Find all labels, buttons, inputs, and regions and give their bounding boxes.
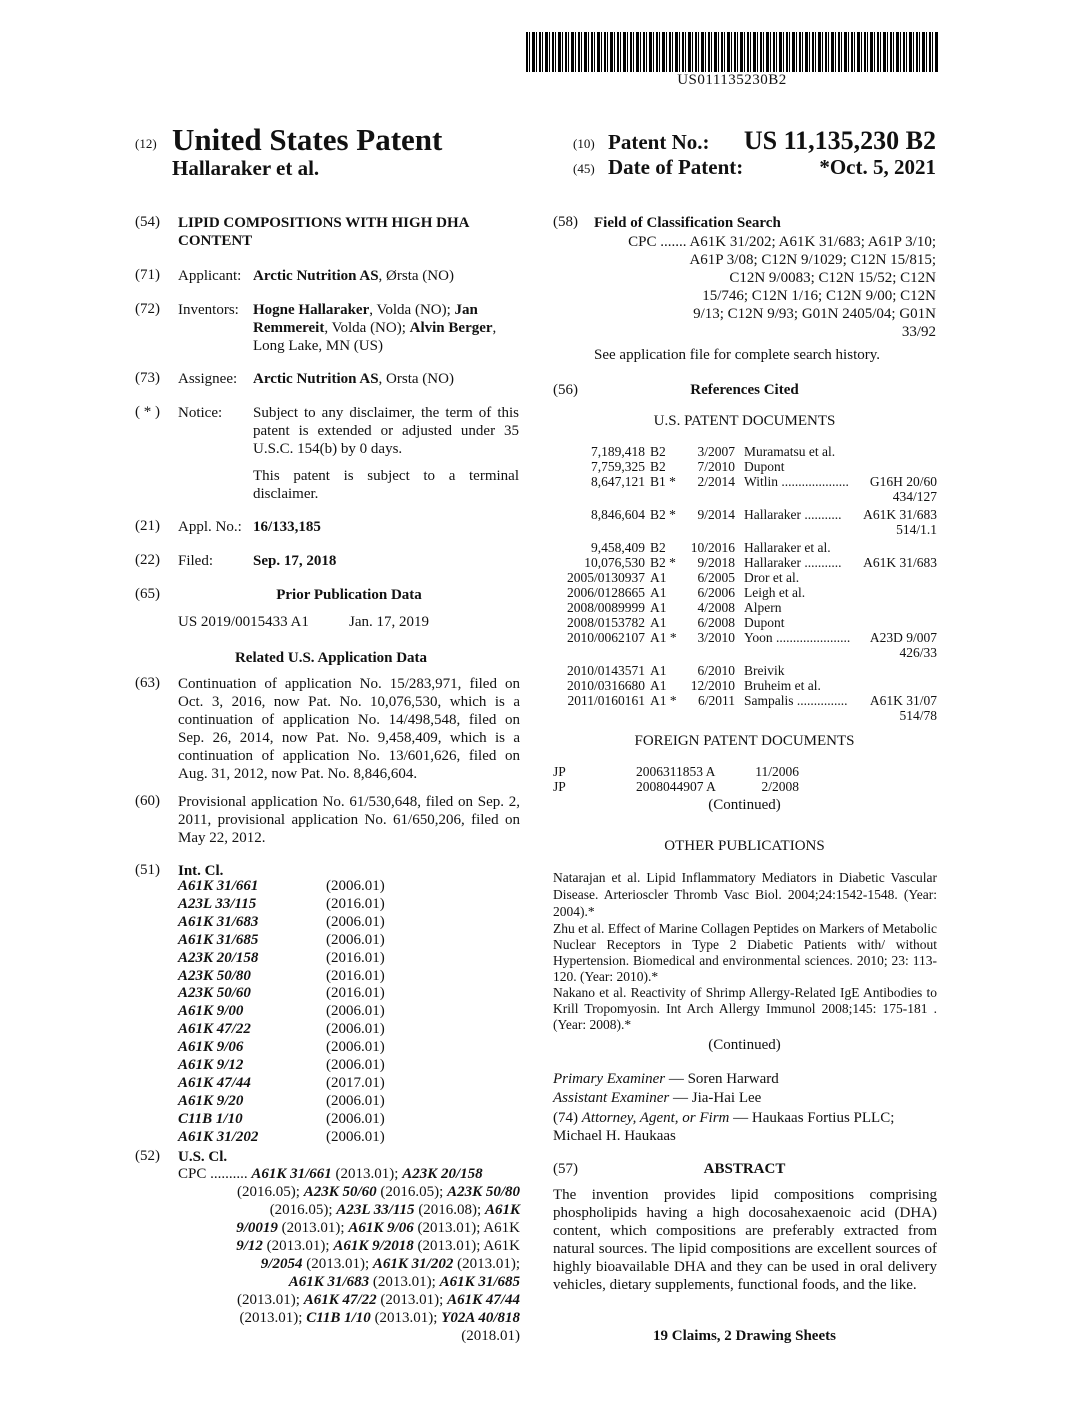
ref-name: Bruheim et al. [744,678,821,693]
cpc-segment: A61K 47/44 [447,1292,520,1308]
int-cl-version: (2006.01) [326,931,385,948]
cpc-segment: A61K 31/683 [288,1274,370,1290]
inventors-code: (72) [135,301,160,317]
cpc-segment: A23K 20/158 [402,1166,483,1182]
cpc-segment: 9/12 [236,1238,263,1254]
claims-summary: 19 Claims, 2 Drawing Sheets [653,1328,836,1344]
applicant [253,267,454,285]
ref-number: 10,076,530 [584,555,645,570]
cpc-segment: A61K 47/22 [303,1292,377,1308]
us-docs-heading: U.S. PATENT DOCUMENTS [653,413,836,429]
publication-1: Natarajan et al. Lipid Inflammatory Mediators in Diabetic Vascular Disease. Arterioscler Thromb Vasc Biol. 2004;24:1542-1548. (Year: 2004).* [553,870,937,919]
int-cl-class: A61K 9/12 [178,1057,244,1074]
int-cl-row [178,1075,385,1093]
provisional-code: (60) [135,793,160,809]
ref-number: 7,189,418 [591,444,645,459]
date-label: Date of Patent: [608,155,744,179]
ref-date: 9/2018 [697,555,735,570]
barcode-number: US011135230B2 [677,72,787,88]
cpc-segment: (2013.01); [302,1256,373,1272]
cpc-segment: 9/0019 [236,1220,278,1236]
us-cl-label: U.S. Cl. [178,1149,228,1165]
ref-number: 2010/0316680 [566,678,645,693]
cpc-line [178,1291,520,1309]
int-cl-version: (2006.01) [326,913,385,930]
notice-label: Notice: [178,405,223,421]
filed-date: Sep. 17, 2018 [253,553,337,569]
assistant-examiner-name: — Jia-Hai Lee [669,1090,762,1106]
cpc-line [178,1327,520,1345]
ref-number: 2010/0062107 [566,630,645,645]
int-cl-version: (2016.01) [326,967,385,984]
ref-kind: A1 [650,615,667,630]
ref-kind: A1 * [650,693,677,708]
int-cl-class: A61K 9/00 [178,1003,244,1020]
applicant-name: Arctic Nutrition AS [253,268,379,284]
continued-2: (Continued) [708,1037,781,1053]
cpc-segment: A61K 31/202 [372,1256,454,1272]
abstract-code: (57) [553,1161,578,1177]
int-cl-row [178,914,385,932]
cpc-line [178,1201,520,1219]
ref-date: 6/2011 [698,693,735,708]
primary-examiner-name: — Soren Harward [665,1071,779,1087]
assistant-examiner [553,1089,761,1107]
appl-number: 16/133,185 [253,519,321,535]
publication-2: Zhu et al. Effect of Marine Collagen Peptides on Markers of Metabolic Nuclear Receptors in Type 2 Diabetic Patients with/ without Hypertension. Biomedical and environmental sciences. 2010; 23: 113-120. (Year: 2010).* [553,921,937,984]
applicant-code: (71) [135,267,160,283]
ref-name: Witlin .................... [744,474,849,489]
refs-code: (56) [553,382,578,398]
ref-class: A61K 31/683 [863,555,937,570]
ref-kind: A1 [650,678,667,693]
ref-class-2: 434/127 [892,489,937,504]
ref-date: 7/2010 [697,459,735,474]
field-class-line: C12N 9/0083; C12N 15/52; C12N [729,270,936,286]
int-cl-class: A61K 31/202 [178,1128,259,1145]
field-classes [594,233,936,341]
continuation-text: Continuation of application No. 15/283,971, filed on Oct. 3, 2016, now Pat. No. 10,076,530, which is a continuation of application No. 14/498,548, filed on Sep. 26, 2014, now Pat. No. 9,458,409, which is a continuation of application No. 13/601,626, filed on Aug. 31, 2012, now Pat. No. 8,846,604. [178,676,520,782]
ref-kind: B2 [650,540,666,555]
ref-kind: A1 [650,570,667,585]
continuation-code: (63) [135,675,160,691]
inventor-1: Hogne Hallaraker [253,302,370,318]
assignee-location: , Orsta (NO) [378,371,454,387]
ref-kind: A1 [650,585,667,600]
cpc-segment: (2013.01); A61K [413,1220,520,1236]
field-class-line: 15/746; C12N 1/16; C12N 9/00; C12N [702,288,936,304]
field-class-line: 33/92 [901,324,936,340]
cpc-segment: A61K 31/685 [439,1274,520,1290]
int-cl-row [178,1003,385,1021]
cpc-segment: A23L 33/115 [336,1202,415,1218]
int-cl-version: (2016.01) [326,985,385,1002]
int-cl-version: (2006.01) [326,1092,385,1109]
field-class-line: A61P 3/08; C12N 9/1029; C12N 15/815; [689,252,936,268]
int-cl-version: (2017.01) [326,1074,385,1091]
cpc-segment: A61K 9/2018 [333,1238,414,1254]
field-note: See application file for complete search history. [594,347,881,363]
ref-name: Muramatsu et al. [744,444,836,459]
cpc-segment: A61K [484,1202,520,1218]
ref-name: Dror et al. [744,570,800,585]
cpc-line [178,1219,520,1237]
foreign-number: 2006311853 A [636,764,716,779]
ref-name: Hallaraker et al. [744,540,831,555]
filed-label: Filed: [178,553,214,569]
ref-name: Leigh et al. [744,585,806,600]
ref-date: 6/2010 [697,663,735,678]
assistant-examiner-label: Assistant Examiner [553,1090,670,1106]
foreign-number: 2008044907 A [636,779,716,794]
cpc-line [178,1273,520,1291]
ref-class-2: 514/1.1 [896,522,937,537]
int-cl-version: (2006.01) [326,1128,385,1145]
ref-name: Sampalis ............... [744,693,848,708]
int-cl-label: Int. Cl. [178,863,224,879]
assignee-name: Arctic Nutrition AS [253,371,379,387]
int-cl-class: A23L 33/115 [178,895,257,912]
patent-no-label: Patent No.: [608,130,710,154]
cpc-segment: (2016.05); [376,1184,448,1200]
cpc-segment: (2013.01); [277,1220,349,1236]
int-cl-version: (2006.01) [326,1003,385,1020]
other-pubs-heading: OTHER PUBLICATIONS [664,838,825,854]
cpc-segment: (2013.01); [331,1166,403,1182]
int-cl-row [178,1129,385,1147]
int-cl-row [178,985,385,1003]
int-cl-row [178,1111,385,1129]
ref-date: 6/2008 [697,615,735,630]
int-cl-class: C11B 1/10 [178,1110,243,1127]
int-cl-row [178,968,385,986]
ref-class: A61K 31/07 [869,693,937,708]
int-cl-row [178,878,385,896]
ref-date: 9/2014 [697,507,735,522]
inventors-short: Hallaraker et al. [172,156,320,180]
ref-date: 6/2005 [697,570,735,585]
ref-date: 6/2006 [697,585,735,600]
ref-number: 2011/0160161 [567,693,645,708]
inventors-label: Inventors: [178,302,239,318]
ref-date: 3/2007 [697,444,735,459]
cpc-segment: A61K 31/661 [251,1166,332,1182]
cpc-segment: (2013.01); [237,1292,304,1308]
ref-kind: B1 * [650,474,676,489]
int-cl-version: (2006.01) [326,1110,385,1127]
abstract-text: The invention provides lipid compositions comprising phospholipids having a high docosahexaenoic acid (DHA) content, which compositions are preferably extracted from natural sources. The lipid compositions are excellent sources of highly bioavailable DHA and they can be used in oral delivery vehicles, dietary supplements, functional foods, and the like. [553,1187,937,1293]
ref-kind: B2 [650,459,666,474]
title-code: (54) [135,214,160,230]
prior-heading: Prior Publication Data [276,587,422,603]
attorney-name: — Haukaas Fortius PLLC; [729,1110,895,1126]
cpc-segment: (2013.01); [239,1310,307,1326]
int-cl-version: (2016.01) [326,949,385,966]
ref-date: 10/2016 [690,540,735,555]
int-cl-row [178,896,385,914]
title-line-2: CONTENT [178,233,253,249]
provisional-text: Provisional application No. 61/530,648, filed on Sep. 2, 2011, provisional application No. 61/650,206, filed on May 22, 2012. [178,794,520,846]
cpc-segment: (2016.08); [414,1202,485,1218]
patent-date: *Oct. 5, 2021 [819,155,936,179]
ref-name: Hallaraker ........... [744,507,842,522]
int-cl-class: A61K 9/06 [178,1039,244,1056]
cpc-segment: (2013.01); [376,1292,448,1308]
int-cl-version: (2006.01) [326,1021,385,1038]
assignee-label: Assignee: [178,371,238,387]
cpc-segment: (2013.01); [262,1238,334,1254]
cpc-segment: (2016.05); [237,1184,304,1200]
cpc-segment: (2013.01); [370,1310,442,1326]
ref-number: 2008/0089999 [566,600,645,615]
int-cl-class: A61K 47/44 [178,1074,251,1091]
applicant-location: , Ørsta (NO) [378,268,454,284]
ref-name: Dupont [744,459,785,474]
foreign-country: JP [553,764,566,779]
ref-number: 8,647,121 [591,474,645,489]
inventor-3: Alvin Berger [409,320,493,336]
cpc-line [178,1255,520,1273]
attorney-code: (74) [553,1110,582,1126]
doc-type: United States Patent [172,122,443,157]
assignee-code: (73) [135,370,160,386]
ref-class: A23D 9/007 [869,630,937,645]
attorney-label: Attorney, Agent, or Firm [581,1110,730,1126]
int-cl-version: (2006.01) [326,878,385,894]
ref-class: G16H 20/60 [869,474,937,489]
ref-name: Dupont [744,615,785,630]
ref-name: Hallaraker ........... [744,555,842,570]
applicant-label: Applicant: [178,268,242,284]
assignee [253,370,454,388]
doc-type-code: (12) [135,136,157,151]
cpc-segment: A23K 50/80 [447,1184,520,1200]
int-cl-row [178,1021,385,1039]
ref-number: 2006/0128665 [566,585,645,600]
inventor-2-first: Jan [454,302,478,318]
cpc-segment: C11B 1/10 [306,1310,371,1326]
ref-name: Yoon ...................... [744,630,851,645]
ref-kind: B2 * [650,555,676,570]
int-cl-row [178,950,385,968]
ref-kind: A1 [650,663,667,678]
primary-examiner-label: Primary Examiner [553,1071,666,1087]
cpc-segment: A61K 9/06 [348,1220,414,1236]
int-cl-class: A61K 31/661 [178,878,259,894]
inventors [253,301,519,355]
ref-kind: A1 [650,600,667,615]
appl-label: Appl. No.: [178,519,242,535]
cpc-line [178,1183,520,1201]
publication-3: Nakano et al. Reactivity of Shrimp Allergy-Related IgE Antibodies to Krill Tropomyosin. Int Arch Allergy Immunol 2008;145: 175-181 . (Year: 2008).* [553,985,937,1032]
date-code: (45) [573,161,595,176]
appl-code: (21) [135,518,160,534]
ref-number: 2010/0143571 [566,663,645,678]
ref-number: 8,846,604 [591,507,645,522]
int-cl-row [178,932,385,950]
title-line-1: LIPID COMPOSITIONS WITH HIGH DHA [178,215,470,231]
cpc-segment: (2013.01); [453,1256,520,1272]
notice-code: ( * ) [135,404,160,420]
int-cl-row [178,1039,385,1057]
continued-1: (Continued) [708,797,781,813]
ref-date: 4/2008 [697,600,735,615]
int-cl-class: A23K 50/80 [178,967,251,984]
field-code: (58) [553,214,578,230]
int-cl-code: (51) [135,862,160,878]
int-cl-row [178,1057,385,1075]
prior-date: Jan. 17, 2019 [349,614,429,630]
cpc-segment: (2018.01) [461,1328,520,1344]
notice-text-2: This patent is subject to a terminal disclaimer. [253,468,519,502]
inventor-2-last: Remmereit [253,320,325,336]
int-cl-class: A61K 31/685 [178,931,259,948]
ref-number: 2005/0130937 [566,570,645,585]
inventor-1-location: , Volda (NO); [369,302,455,318]
int-cl-class: A61K 31/683 [178,913,259,930]
field-label: Field of Classification Search [594,215,781,231]
prior-code: (65) [135,586,160,602]
cpc-segment: (2016.05); [269,1202,337,1218]
cpc-segment: A23K 50/60 [303,1184,377,1200]
int-cl-class: A61K 9/20 [178,1092,244,1109]
int-cl-row [178,1093,385,1111]
ref-number: 7,759,325 [591,459,645,474]
cpc-segment: (2013.01); [369,1274,440,1290]
ref-class: A61K 31/683 [863,507,937,522]
int-cl-version: (2016.01) [326,895,385,912]
cpc-segment: (2013.01); A61K [413,1238,520,1254]
ref-number: 9,458,409 [591,540,645,555]
foreign-date: 2/2008 [761,779,799,794]
inventor-3-sep: , [492,320,497,336]
cpc-segment: 9/2054 [260,1256,303,1272]
ref-date: 2/2014 [697,474,735,489]
ref-date: 12/2010 [690,678,735,693]
us-cpc-classification [178,1165,520,1345]
abstract-heading: ABSTRACT [703,1161,786,1177]
primary-examiner [553,1070,779,1088]
ref-name: Breivik [744,663,785,678]
inventor-2-location: , Volda (NO); [324,320,410,336]
int-cl-class: A23K 20/158 [178,949,259,966]
cpc-segment: Y02A 40/818 [441,1310,520,1326]
ref-kind: B2 [650,444,666,459]
foreign-date: 11/2006 [755,764,799,779]
attorney-2: Michael H. Haukaas [553,1128,676,1144]
int-cl-version: (2006.01) [326,1057,385,1074]
field-class-line: CPC ....... A61K 31/202; A61K 31/683; A61P 3/10; [628,234,936,250]
ref-kind: A1 * [650,630,677,645]
cpc-line [178,1237,520,1255]
patent-no-code: (10) [573,136,595,151]
int-cl-class: A61K 47/22 [178,1021,251,1038]
ref-class-2: 426/33 [899,645,937,660]
patent-number: US 11,135,230 B2 [743,126,936,155]
foreign-country: JP [553,779,566,794]
attorney [553,1109,894,1127]
prior-pub: US 2019/0015433 A1 [178,614,309,630]
int-cl-class: A23K 50/60 [178,985,251,1002]
ref-name: Alpern [744,600,782,615]
cpc-line [178,1309,520,1327]
ref-number: 2008/0153782 [566,615,645,630]
field-class-line: 9/13; C12N 9/93; G01N 2405/04; G01N [693,306,936,322]
notice-text: Subject to any disclaimer, the term of this patent is extended or adjusted under 35 U.S.C. 154(b) by 0 days. [253,405,519,457]
invention-title [178,214,469,250]
cpc-segment: CPC .......... [178,1166,252,1182]
filed-code: (22) [135,552,160,568]
barcode [526,32,938,72]
us-cl-code: (52) [135,1148,160,1164]
related-heading: Related U.S. Application Data [234,650,428,666]
int-cl-version: (2006.01) [326,1039,385,1056]
ref-class-2: 514/78 [899,708,937,723]
foreign-heading: FOREIGN PATENT DOCUMENTS [634,733,855,749]
int-cl-table [178,878,385,1147]
refs-heading: References Cited [690,382,799,398]
cpc-line [178,1165,520,1183]
inventor-3-location: Long Lake, MN (US) [253,338,383,354]
ref-date: 3/2010 [697,630,735,645]
ref-kind: B2 * [650,507,676,522]
